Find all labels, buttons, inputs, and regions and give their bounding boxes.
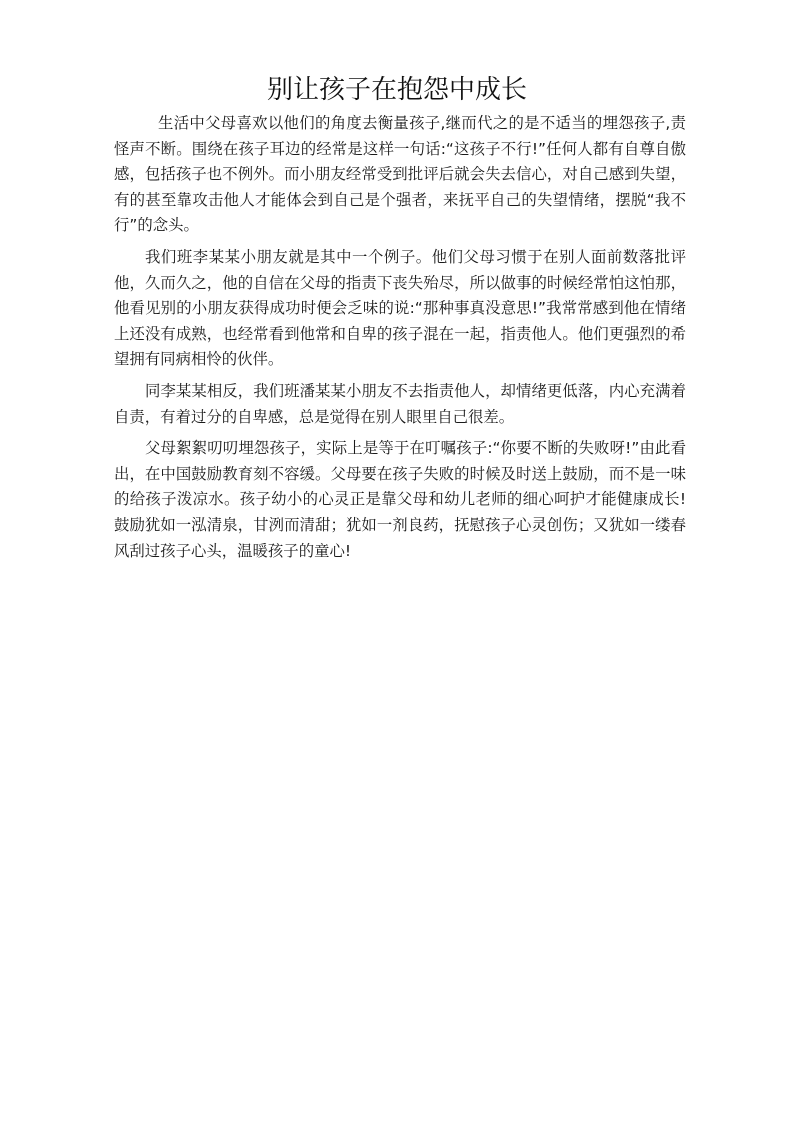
paragraph-2: 我们班李某某小朋友就是其中一个例子。他们父母习惯于在别人面前数落批评他，久而久之，他的自信在父母的指责下丧失殆尽，所以做事的时候经常怕这怕那，他看见别的小朋友获得成功时便会乏味的说:“那种事真没意思!”我常常感到他在情绪上还没有成熟，也经常看到他常和自卑的孩子混在一起，指责他人。他们更强烈的希望拥有同病相怜的伙伴。 (114, 247, 686, 369)
paragraph-1: 生活中父母喜欢以他们的角度去衡量孩子,继而代之的是不适当的埋怨孩子,责怪声不断。围绕在孩子耳边的经常是这样一句话:“这孩子不行!”任何人都有自尊自傲感，包括孩子也不例外。而小朋友经常受到批评后就会失去信心，对自己感到失望，有的甚至靠攻击他人才能体会到自己是个强者，来抚平自己的失望情绪，摆脱“我不行”的念头。 (114, 114, 686, 235)
document-title: 别让孩子在抱怨中成长 (266, 75, 527, 105)
paragraph-4: 父母絮絮叨叨埋怨孩子，实际上是等于在叮嘱孩子:“你要不断的失败呀!”由此看出，在中国鼓励教育刻不容缓。父母要在孩子失败的时候及时送上鼓励，而不是一味的给孩子泼凉水。孩子幼小的心灵正是靠父母和幼儿老师的细心呵护才能健康成长! 鼓励犹如一泓清泉，甘洌而清甜；犹如一剂良药，抚慰孩子心灵创伤；又犹如一缕春风刮过孩子心头，温暖孩子的童心! (114, 439, 686, 560)
paragraph-3: 同李某某相反，我们班潘某某小朋友不去指责他人，却情绪更低落，内心充满着自责，有着过分的自卑感，总是觉得在别人眼里自己很差。 (114, 381, 686, 426)
document-body (114, 111, 686, 570)
